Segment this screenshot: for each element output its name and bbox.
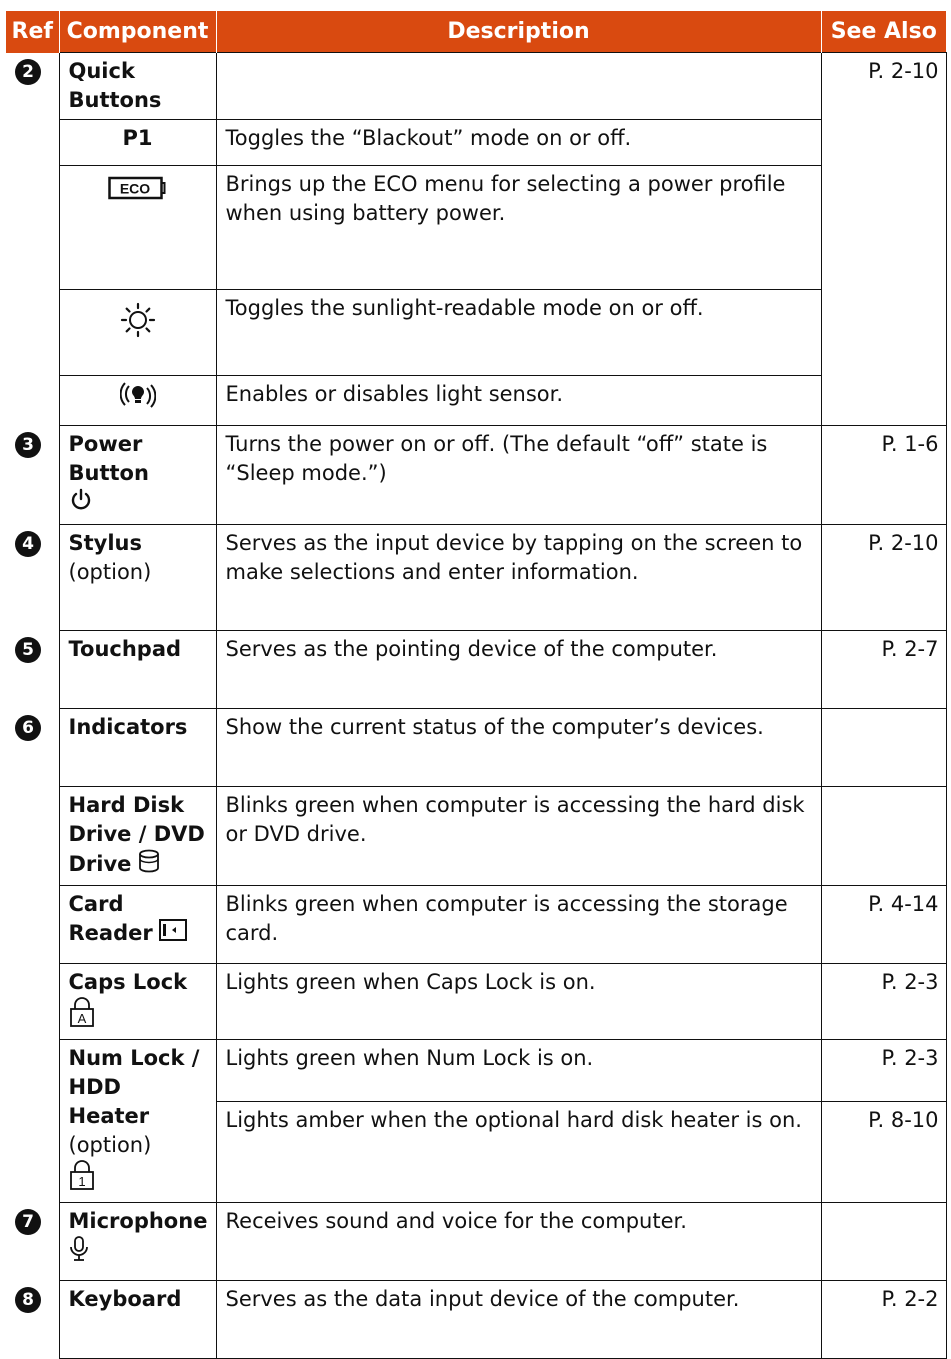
- caps-lock-icon: [69, 997, 95, 1035]
- table-row: [6, 631, 946, 709]
- see-also-ref: [821, 709, 946, 787]
- description: Lights amber when the optional hard disk heater is on.: [216, 1102, 821, 1203]
- table-row: [6, 290, 946, 376]
- table-row: [6, 166, 946, 290]
- header-row: [6, 11, 946, 53]
- svg-text:1: 1: [77, 1174, 86, 1189]
- svg-text:A: A: [77, 1011, 86, 1026]
- num-lock-icon: [69, 1160, 95, 1198]
- see-also-ref: P. 2-7: [821, 631, 946, 709]
- svg-text:ECO: ECO: [119, 180, 150, 197]
- card-reader-icon: [159, 919, 187, 949]
- table-row: [6, 787, 946, 886]
- eco-icon: [108, 176, 168, 208]
- power-icon: [69, 488, 93, 520]
- ref-badge: 5: [15, 637, 41, 663]
- see-also-ref: [821, 787, 946, 886]
- header-ref: Ref: [6, 11, 59, 53]
- description: Enables or disables light sensor.: [216, 376, 821, 426]
- description: Receives sound and voice for the computer.: [216, 1203, 821, 1281]
- component-name: Hard Disk Drive / DVD Drive: [68, 793, 205, 876]
- table-row: [6, 886, 946, 964]
- description: Serves as the pointing device of the computer.: [216, 631, 821, 709]
- description: Toggles the sunlight-readable mode on or off.: [216, 290, 821, 376]
- description: Brings up the ECO menu for selecting a power profile when using battery power.: [216, 166, 821, 290]
- description: Lights green when Caps Lock is on.: [216, 964, 821, 1040]
- see-also-ref: P. 1-6: [821, 426, 946, 525]
- component-name: Stylus: [68, 531, 142, 555]
- microphone-icon: [69, 1236, 89, 1270]
- description: Serves as the input device by tapping on the screen to make selections and enter information.: [216, 525, 821, 631]
- ref-badge: 4: [15, 531, 41, 557]
- ref-badge: 8: [15, 1287, 41, 1313]
- description: Lights green when Num Lock is on.: [216, 1040, 821, 1102]
- header-see-also: See Also: [821, 11, 946, 53]
- description: Blinks green when computer is accessing the storage card.: [216, 886, 821, 964]
- ref-badge: 2: [15, 59, 41, 85]
- description: Serves as the data input device of the computer.: [216, 1281, 821, 1359]
- table-row: [6, 709, 946, 787]
- component-note: (option): [68, 1133, 152, 1157]
- component-name: Quick Buttons: [59, 53, 216, 120]
- table-row: [6, 525, 946, 631]
- header-description: Description: [216, 11, 821, 53]
- description: Show the current status of the computer’s devices.: [216, 709, 821, 787]
- table-row: [6, 120, 946, 166]
- component-table: [6, 11, 947, 1359]
- table-row: [6, 1281, 946, 1359]
- ref-badge: 6: [15, 715, 41, 741]
- see-also-ref: P. 4-14: [821, 886, 946, 964]
- see-also-ref: P. 2-10: [821, 53, 946, 426]
- table-row: [6, 426, 946, 525]
- description: Toggles the “Blackout” mode on or off.: [216, 120, 821, 166]
- component-name: Power Button: [68, 432, 149, 485]
- header-component: Component: [59, 11, 216, 53]
- component-name: Card Reader: [68, 892, 153, 945]
- component-name: Touchpad: [59, 631, 216, 709]
- see-also-ref: P. 8-10: [821, 1102, 946, 1203]
- table-row: [6, 1040, 946, 1102]
- disk-drive-icon: [138, 849, 160, 881]
- light-sensor-icon: [120, 380, 156, 418]
- description: Blinks green when computer is accessing the hard disk or DVD drive.: [216, 787, 821, 886]
- component-name: Indicators: [59, 709, 216, 787]
- component-note: (option): [68, 560, 152, 584]
- component-name: Caps Lock: [68, 970, 188, 994]
- see-also-ref: P. 2-2: [821, 1281, 946, 1359]
- see-also-ref: [821, 1203, 946, 1281]
- table-row: [6, 1203, 946, 1281]
- component-name: Keyboard: [59, 1281, 216, 1359]
- see-also-ref: P. 2-10: [821, 525, 946, 631]
- component-name: Num Lock / HDD Heater: [68, 1046, 200, 1128]
- description: Turns the power on or off. (The default “off” state is “Sleep mode.”): [216, 426, 821, 525]
- table-row: [6, 53, 946, 120]
- sun-icon: [120, 302, 156, 346]
- table-row: [6, 376, 946, 426]
- ref-badge: 7: [15, 1209, 41, 1235]
- component-name: Microphone: [68, 1209, 208, 1233]
- p1-button-label: P1: [59, 120, 216, 166]
- ref-badge: 3: [15, 432, 41, 458]
- see-also-ref: P. 2-3: [821, 964, 946, 1040]
- table-row: [6, 964, 946, 1040]
- see-also-ref: P. 2-3: [821, 1040, 946, 1102]
